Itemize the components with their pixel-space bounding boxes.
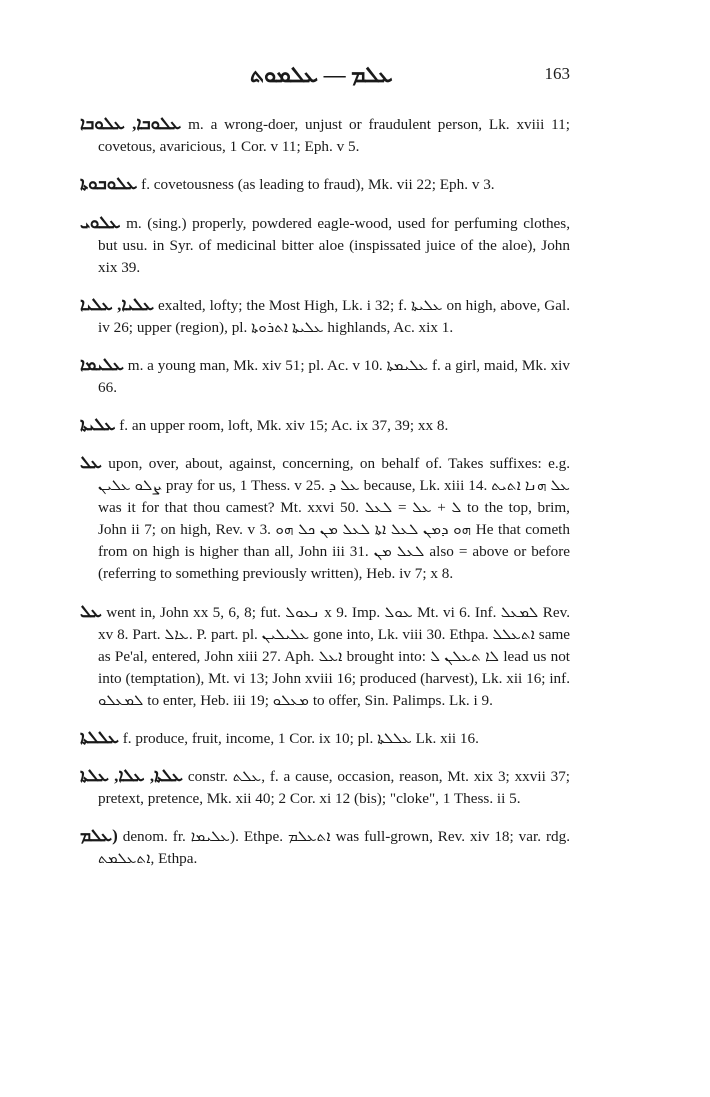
entry-text: f. covetousness (as leading to fraud), Mk. vii 22; Eph. v 3. (141, 176, 495, 194)
running-head: ܥܠܡ — ܥܠܡܘܬ (250, 62, 393, 87)
entry-text: went in, John xx 5, 6, 8; fut. ܢܥܘܠ x 9. Imp. ܥܘܠ Mt. vi 6. Inf. ܠܡܥܠ Rev. xv 8. Part. ܥܐܠ. P. part. pl. ܥܠܝܠܝܢ gone into, Lk. viii 30. Ethpa. ܐܬܥܠܠ same as Pe'al, entered, John xiii 27. Aph. ܐܥܠ brought into: ܠܐ ܬܥܠܢ ܠ lead us not into (temptation), Mt. vi 13; John xviii 16; produced (harvest), Lk. xii 16; inf. ܠܡܥܠܘ to enter, Heb. iii 19; ܡܥܠܘ to offer, Sin. Palimps. Lk. i 9. (98, 603, 571, 709)
headword: ܥܠܝܬܐ (80, 415, 116, 435)
headword: ܥܠܘܒܐ, ܥܠܘܒܐ (80, 114, 182, 134)
entry-text: m. a wrong-doer, unjust or fraudulent person, Lk. xviii 11; covetous, avaricious, 1 Cor. v 11; Eph. v 5. (98, 116, 570, 156)
headword: ܥܠ (80, 453, 102, 473)
page-header (80, 60, 570, 90)
entry-list (80, 98, 570, 876)
dictionary-entry (80, 294, 570, 339)
entry-text: upon, over, about, against, concerning, on behalf of. Takes suffixes: e.g. ܨܠܘ ܥܠܝܢ pray for us, 1 Thess. v 25. ܥܠ ܕ because, Lk. xiii 14. ܥܠ ܗܢܐ ܐܬܝܬ was it for that thou camest? Mt. xxvi 50. ܠ + ܥܠ = ܠܥܠ to the top, brim, John ii 7; on high, Rev. v 3. ܗܘ ܕܡܢ ܠܥܠ ܐܬܐ ܠܥܠ ܡܢ ܟܠ ܗܘ He that cometh from on high is higher than all, John iii 31. ܠܥܠ ܡܢ also = above or before (referring to something previously written), Heb. iv 7; x 8. (98, 455, 571, 583)
headword: ܥܠܘܝ (80, 212, 121, 232)
entry-text: m. a young man, Mk. xiv 51; pl. Ac. v 10. ܥܠܝܡܬܐ f. a girl, maid, Mk. xiv 66. (98, 356, 570, 396)
dictionary-entry (80, 727, 570, 750)
entry-text: f. produce, fruit, income, 1 Cor. ix 10; pl. ܥܠܠܬܐ Lk. xii 16. (122, 729, 479, 747)
dictionary-entry (80, 173, 570, 196)
dictionary-entry (80, 113, 570, 158)
headword: ܥܠܝܐ, ܥܠܝܐ (80, 294, 155, 314)
entry-text: constr. ܥܠܬ, f. a cause, occasion, reason, Mt. xix 3; xxvii 37; pretext, pretence, Mk. xii 40; 2 Cor. xi 12 (bis); "cloke", 1 Thess. ii 5. (98, 767, 571, 807)
entry-text: exalted, lofty; the Most High, Lk. i 32; f. ܥܠܝܬܐ on high, above, Gal. iv 26; upper (region), pl. ܥܠܝܬܐ ܐܬܪܘܬܐ highlands, Ac. xix 1. (98, 296, 571, 336)
entry-text: f. an upper room, loft, Mk. xiv 15; Ac. ix 37, 39; xx 8. (119, 417, 449, 435)
dictionary-entry (80, 601, 570, 712)
dictionary-entry (80, 354, 570, 399)
headword: ܥܠܝܡܐ (80, 354, 124, 374)
dictionary-entry (80, 765, 570, 810)
headword: ܥܠܘܒܘܬܐ (80, 174, 138, 194)
entry-text: m. (sing.) properly, powdered eagle-wood, used for perfuming clothes, but usu. in Syr. of medicinal bitter aloe (inspissated juice of the aloe), John xix 39. (98, 214, 571, 276)
dictionary-entry (80, 212, 570, 279)
headword: ܥܠܬܐ, ܥܠܐ, ܥܠܬܐ (80, 765, 184, 785)
dictionary-entry (80, 452, 570, 585)
entry-text: denom. fr. ܥܠܝܡܐ). Ethpe. ܐܬܥܠܡ was full-grown, Rev. xiv 18; var. rdg. ܐܬܥܠܡܬ, Ethpa. (98, 828, 571, 868)
dictionary-entry (80, 414, 570, 437)
dictionary-entry (80, 825, 570, 870)
page-number: 163 (544, 64, 570, 83)
headword: ܥܠ (80, 601, 102, 621)
headword: ܥܠܠܬܐ (80, 727, 119, 747)
headword: (ܥܠܡ (80, 826, 118, 846)
